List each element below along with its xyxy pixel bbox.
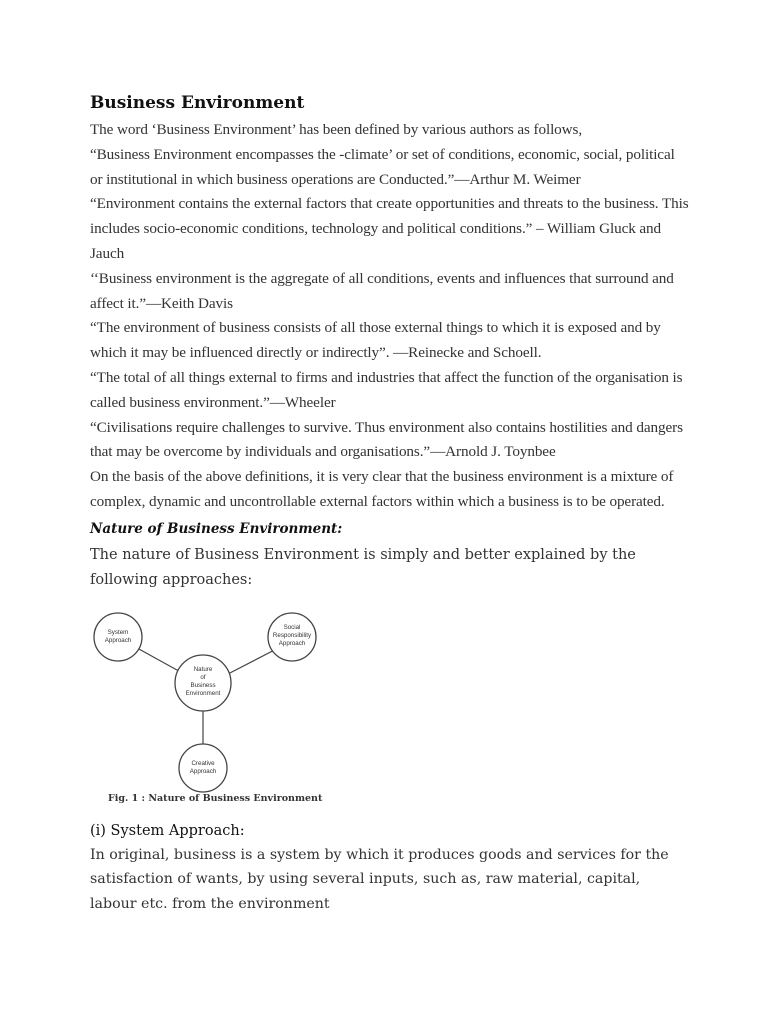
intro-paragraph: The word ‘Business Environment’ has been defined by various authors as follows, — [90, 121, 583, 138]
nature-intro: The nature of Business Environment is simply and better explained by the following approaches: — [90, 546, 636, 588]
node-center-line-4: Environment — [185, 689, 221, 697]
node-center-line-3: Business — [190, 681, 216, 689]
node-social-line-3: Approach — [278, 639, 306, 647]
figure-caption: Fig. 1 : Nature of Business Environment — [108, 792, 323, 804]
page-title: Business Environment — [90, 93, 305, 113]
definition-keith-davis: ‘‘Business environment is the aggregate of all conditions, events and influences that surround and affect it.”—Keith Davis — [90, 269, 674, 312]
section-heading-system-approach: (i) System Approach: — [90, 822, 245, 839]
nature-diagram — [90, 603, 330, 813]
nature-heading: Nature of Business Environment: — [90, 520, 343, 537]
node-center-line-1: Nature — [193, 665, 213, 673]
node-social-line-2: Responsibility — [272, 631, 312, 639]
node-center-line-2: of — [200, 673, 206, 681]
definitions-block — [90, 118, 690, 515]
node-creative-line-2: Approach — [189, 767, 217, 775]
document-page — [90, 92, 690, 916]
diagram-svg — [90, 603, 330, 793]
definition-wheeler: “The total of all things external to firms and industries that affect the function of the organisation is called business environment.”—Wheeler — [90, 368, 683, 411]
definition-gluck-jauch: “Environment contains the external factors that create opportunities and threats to the business. This includes socio-economic conditions, technology and political conditions.” – William Gluck and Jauch — [90, 195, 689, 262]
node-social-line-1: Social — [283, 623, 301, 631]
conclusion-paragraph: On the basis of the above definitions, it is very clear that the business environment is a mixture of complex, dynamic and uncontrollable external factors within which a business is to be operated. — [90, 468, 674, 510]
definition-weimer: “Business Environment encompasses the -climate’ or set of conditions, economic, social, political or institutional in which business operations are Conducted.”—Arthur M. Weimer — [90, 145, 675, 188]
node-system-line-2: Approach — [104, 636, 132, 644]
node-system-line-1: System — [107, 628, 129, 636]
definition-toynbee: “Civilisations require challenges to survive. Thus environment also contains hostilities and dangers that may be overcome by individuals and organisations.”—Arnold J. Toynbee — [90, 418, 683, 461]
node-creative-line-1: Creative — [191, 759, 215, 767]
definition-reinecke-schoell: “The environment of business consists of all those external things to which it is exposed and by which it may be influenced directly or indirectly”. —Reinecke and Schoell. — [90, 319, 661, 362]
section-text-system-approach: In original, business is a system by which it produces goods and services for the satisfaction of wants, by using several inputs, such as, raw material, capital, labour etc. from the environment — [90, 846, 669, 912]
